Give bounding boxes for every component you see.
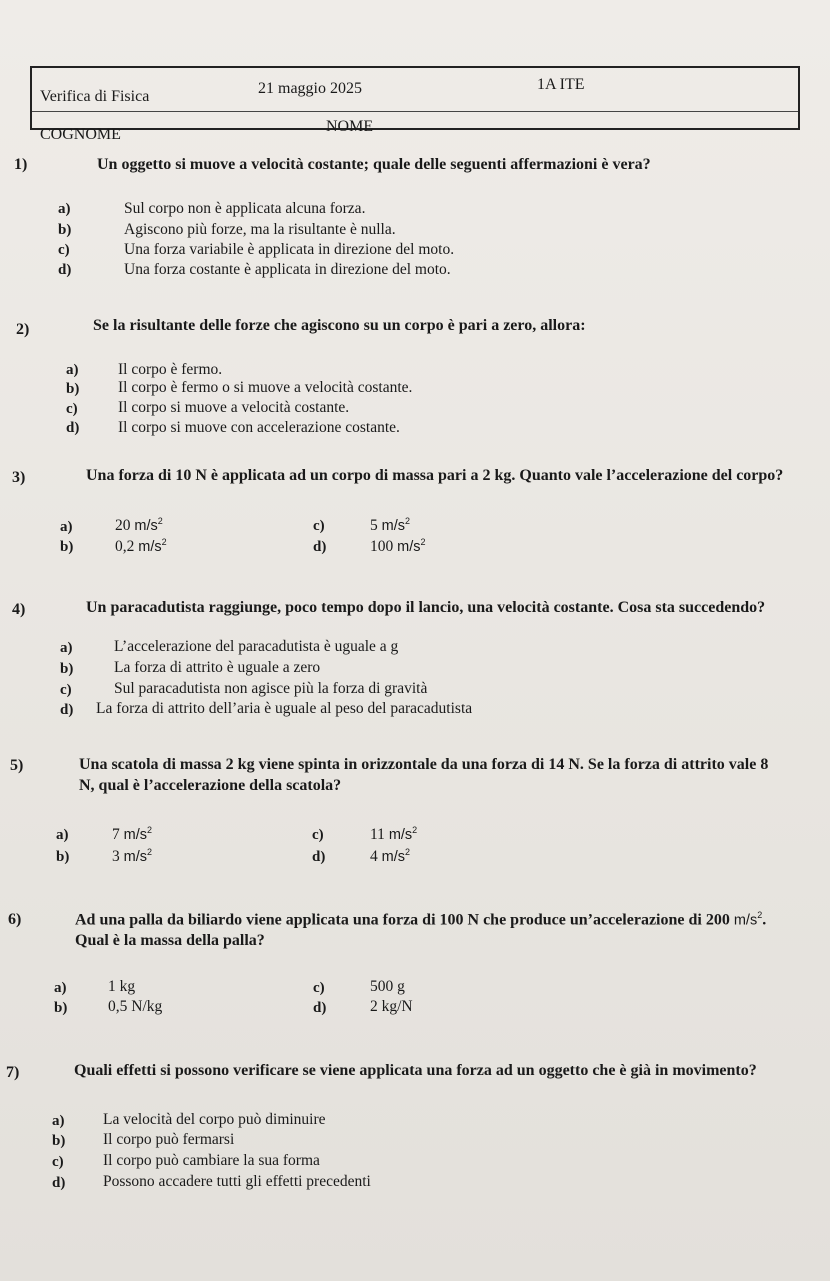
option-text: Il corpo si muove a velocità costante. — [118, 399, 350, 416]
option-value — [115, 537, 167, 556]
answer-exponent: 2 — [161, 537, 167, 547]
answer-exponent: 2 — [146, 847, 152, 857]
option-value — [112, 825, 152, 844]
question-text: Una forza di 10 N è applicata ad un corpo di massa pari a 2 kg. Quanto vale l’accelerazione del corpo? — [86, 467, 784, 484]
option-text: Il corpo è fermo. — [118, 361, 223, 378]
option-letter: d) — [58, 262, 72, 278]
option-letter: b) — [56, 849, 70, 865]
answer-unit: m/s — [138, 539, 162, 556]
answer-unit: m/s — [134, 518, 158, 535]
question-text-continued: N, qual è l’accelerazione della scatola? — [79, 777, 342, 794]
option-letter: a) — [66, 362, 79, 378]
subject-title: Verifica di Fisica — [40, 88, 150, 105]
option-value — [370, 847, 410, 866]
header-divider — [32, 111, 798, 112]
question-number: 1) — [14, 156, 28, 173]
option-letter: b) — [54, 1000, 68, 1016]
answer-number: 7 — [112, 826, 120, 844]
option-letter: d) — [66, 420, 80, 436]
answer-number: 5 — [370, 517, 378, 535]
question-number: 2) — [16, 321, 30, 338]
option-text: La forza di attrito è uguale a zero — [114, 659, 321, 676]
answer-unit: m/s — [381, 849, 405, 866]
answer-number: 0,2 — [115, 538, 135, 556]
option-text: Una forza variabile è applicata in direzione del moto. — [124, 241, 455, 258]
question-text: Se la risultante delle forze che agiscono su un corpo è pari a zero, allora: — [93, 317, 586, 334]
answer-number: 100 — [370, 538, 394, 556]
question-end: . — [762, 911, 767, 929]
question-exponent: 2 — [757, 910, 763, 920]
option-letter: d) — [313, 539, 327, 555]
option-text: 1 kg — [108, 978, 136, 995]
option-letter: c) — [60, 682, 72, 698]
option-letter: c) — [312, 827, 324, 843]
answer-number: 11 — [370, 826, 385, 844]
option-letter: a) — [52, 1113, 65, 1129]
question-text: Quali effetti si possono verificare se viene applicata una forza ad un oggetto che è già in movimento? — [74, 1062, 757, 1079]
answer-exponent: 2 — [404, 516, 410, 526]
option-letter: c) — [313, 980, 325, 996]
answer-unit: m/s — [381, 518, 405, 535]
option-letter: a) — [60, 640, 73, 656]
question-number: 6) — [8, 911, 22, 928]
answer-exponent: 2 — [420, 537, 426, 547]
answer-exponent: 2 — [146, 825, 152, 835]
test-date: 21 maggio 2025 — [258, 80, 362, 97]
option-letter: a) — [56, 827, 69, 843]
option-letter: b) — [66, 381, 80, 397]
option-text: Il corpo può cambiare la sua forma — [103, 1152, 320, 1169]
answer-unit: m/s — [388, 827, 413, 844]
option-letter: c) — [313, 518, 325, 534]
question-text: Una scatola di massa 2 kg viene spinta in orizzontale da una forza di 14 N. Se la forza di attrito vale 8 — [79, 756, 769, 773]
answer-exponent: 2 — [404, 847, 410, 857]
option-letter: d) — [313, 1000, 327, 1016]
question-number: 5) — [10, 757, 24, 774]
surname-label: COGNOME — [40, 126, 121, 143]
option-letter: a) — [58, 201, 71, 217]
question-number: 7) — [6, 1064, 20, 1081]
question-number: 3) — [12, 469, 26, 486]
option-value — [370, 516, 410, 535]
option-letter: c) — [58, 242, 70, 258]
option-letter: a) — [60, 519, 73, 535]
option-text: Una forza costante è applicata in direzione del moto. — [124, 261, 451, 278]
name-label: NOME — [326, 118, 374, 135]
question-text: Un paracadutista raggiunge, poco tempo dopo il lancio, una velocità costante. Cosa sta succedendo? — [86, 599, 766, 616]
option-text: Agiscono più forze, ma la risultante è nulla. — [124, 221, 396, 238]
option-value — [115, 516, 163, 535]
option-text: La forza di attrito dell’aria è uguale al peso del paracadutista — [96, 700, 473, 717]
answer-unit: m/s — [123, 827, 147, 844]
answer-number: 20 — [115, 517, 131, 535]
option-letter: b) — [60, 661, 74, 677]
option-text: 0,5 N/kg — [108, 998, 163, 1015]
question-text-main: Ad una palla da biliardo viene applicata una forza di 100 N che produce un’accelerazione di 200 — [75, 911, 730, 929]
option-letter: b) — [60, 539, 74, 555]
option-text: Il corpo è fermo o si muove a velocità costante. — [118, 379, 413, 396]
option-letter: a) — [54, 980, 67, 996]
option-letter: d) — [312, 849, 326, 865]
option-value — [370, 825, 417, 844]
option-letter: b) — [58, 222, 72, 238]
answer-unit: m/s — [397, 539, 421, 556]
answer-exponent: 2 — [412, 825, 418, 835]
option-letter: c) — [66, 401, 78, 417]
answer-exponent: 2 — [157, 516, 163, 526]
option-letter: d) — [52, 1175, 66, 1191]
option-text: 2 kg/N — [370, 998, 413, 1015]
question-text: Un oggetto si muove a velocità costante; quale delle seguenti affermazioni è vera? — [97, 156, 651, 173]
option-text: L’accelerazione del paracadutista è uguale a g — [114, 638, 399, 655]
option-text: Sul paracadutista non agisce più la forza di gravità — [114, 680, 428, 697]
answer-unit: m/s — [123, 849, 147, 866]
question-text-continued: Qual è la massa della palla? — [75, 932, 265, 949]
class-label: 1A ITE — [537, 76, 585, 93]
option-text: Il corpo si muove con accelerazione costante. — [118, 419, 400, 436]
option-value — [112, 847, 152, 866]
option-text: Sul corpo non è applicata alcuna forza. — [124, 200, 366, 217]
option-text: Il corpo può fermarsi — [103, 1131, 235, 1148]
question-text — [75, 910, 766, 929]
option-letter: c) — [52, 1154, 64, 1170]
option-value — [370, 537, 426, 556]
question-unit: m/s — [733, 912, 758, 929]
answer-number: 4 — [370, 848, 378, 866]
answer-number: 3 — [112, 848, 120, 866]
question-number: 4) — [12, 601, 26, 618]
option-text: La velocità del corpo può diminuire — [103, 1111, 326, 1128]
option-letter: d) — [60, 702, 74, 718]
option-letter: b) — [52, 1133, 66, 1149]
option-text: 500 g — [370, 978, 405, 995]
option-text: Possono accadere tutti gli effetti precedenti — [103, 1173, 371, 1190]
